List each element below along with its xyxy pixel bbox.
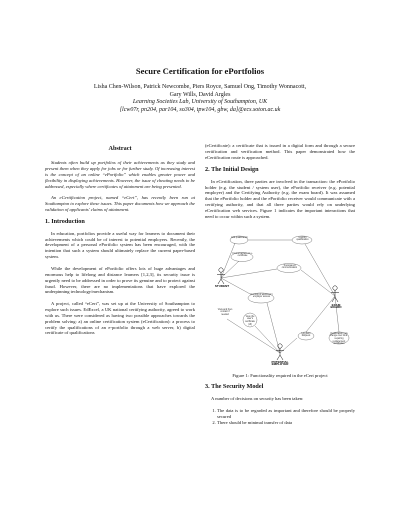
abstract-heading: Abstract bbox=[108, 145, 132, 152]
figure-1-diagram bbox=[205, 226, 355, 370]
actor-student-label: STUDENT bbox=[214, 283, 230, 288]
use-case-view-and-contact: View and then contact if needed bbox=[217, 308, 233, 316]
security-intro: A number of decisions on security has been taken: bbox=[211, 396, 304, 402]
use-case-log-item-request: Log Item Request bbox=[301, 332, 311, 338]
use-case-qualification-change: Qualification may change over time - requiring replacement certificates bbox=[329, 332, 349, 346]
abstract-paragraph-2: An eCertification project, named “eCert”, has recently been run at Southampton to explore these issues. This paper documents how we approach the validation of applicants' claims of attainment. bbox=[45, 195, 195, 212]
use-case-view-certificate: View the user's certificate (UI) bbox=[245, 315, 255, 326]
right-column bbox=[205, 143, 355, 426]
security-heading: 3. The Security Model bbox=[205, 383, 264, 391]
design-heading: 2. The Initial Design bbox=[205, 165, 259, 173]
authors-line-2: Gary Wills, David Argles bbox=[169, 91, 231, 98]
design-paragraph: In eCertification, three parties are involved in the transaction: the ePortfolio holder (e.g. the student / system user), the ePortfolio receiver (e.g. potential employer) and the Certifying Authority (e.g. the exam board). It was assumed that the ePortfolio holder and the ePortfolio receiver would communicate with a certifying authority, and that all three parties would rely on underlying eCertification web services. Figure 1 indicates the important interactions that need to occur within such a system. bbox=[205, 178, 355, 220]
author-block bbox=[40, 84, 360, 114]
use-case-control-access: Control access to e-certificate bbox=[232, 252, 253, 258]
abstract-paragraph-1: Students often build up portfolios of their achievements as they study and present them when they apply for jobs or for further study. Of increasing interest is the concept of an online “ePortfolio” which enables greater power and flexibility in displaying achievements. However, the issue of cheating needs to be addressed, especially where certificates of attainment are being presented. bbox=[45, 159, 195, 189]
security-decision-2: 2. There should be minimal transfer of data bbox=[217, 420, 355, 426]
author-emails: [lcw07r, pn204, par104, so304, tpw104, gbw, da]@ecs.soton.ac.uk bbox=[119, 106, 281, 113]
intro-heading: 1. Introduction bbox=[45, 217, 85, 225]
employer-actor-icon bbox=[276, 343, 284, 359]
figure-1-caption: Figure 1: Functionality required in the eCert project bbox=[232, 372, 328, 378]
security-decision-list bbox=[205, 408, 355, 426]
abstract bbox=[45, 160, 195, 213]
affiliation: Learning Societies Lab, University of Southampton, UK bbox=[132, 99, 268, 106]
continued-paragraph: (eCertificate): a certificate that is issued in a digital form and through a secure certification and verification method. This paper demonstrated how the eCertification route is approached. bbox=[205, 143, 355, 160]
security-decision-1: 1. The data is to be regarded as important and therefore should be properly secured bbox=[217, 408, 355, 420]
intro-paragraph-1: In education, portfolios provide a useful way for learners to document their achievements which could be of interest to potential employers. Recently, the development of a personal ePortfolio system has been encouraged, with the intention that such a system should ultimately replace the current paper-based system. bbox=[45, 230, 195, 260]
use-case-control-employer-access: Control (of electronic) employer access bbox=[250, 293, 273, 299]
left-column bbox=[45, 143, 195, 342]
authors-line-1: Lisha Chen-Wilson, Patrick Newcombe, Piers Royce, Samuel Ong, Timothy Wonnacott, bbox=[93, 84, 307, 90]
intro-paragraph-2: While the development of ePortfolio offers lots of huge advantages and enormous help to lifelong and distance learners [1,2,3], its security issue is urgently need to be addressed in order to prove its genuine and to protect against fraud. However, there are no implementations that have explored the underpinning technology/mechanism. bbox=[45, 265, 195, 295]
intro-paragraph-3: A project, called “eCert”, was set up at the University of Southampton to explore such issues. EdExcel, a UK national certifying authority, agreed to work with us. There were considered as having two possible approaches towards the problem solving: a) an online certification system (eCertification): a process to certify the qualifications of an e-portfolio through a web server, b) digital certificate of qualifications bbox=[45, 300, 195, 336]
diagram-lines bbox=[205, 226, 355, 370]
paper-title: Secure Certification for ePortfolios bbox=[135, 66, 265, 76]
student-actor-icon bbox=[217, 267, 225, 283]
use-case-confirm-qualification: Confirm qualification bbox=[296, 236, 309, 242]
actor-employer-label: POTENTIAL EMPLOYER bbox=[271, 359, 289, 367]
use-case-add-qualification: Add qualification bbox=[231, 236, 248, 239]
use-case-transparent-communication: Transparent communication bbox=[281, 264, 298, 270]
actor-exam-board-label: EXAM BOARD bbox=[330, 302, 342, 310]
